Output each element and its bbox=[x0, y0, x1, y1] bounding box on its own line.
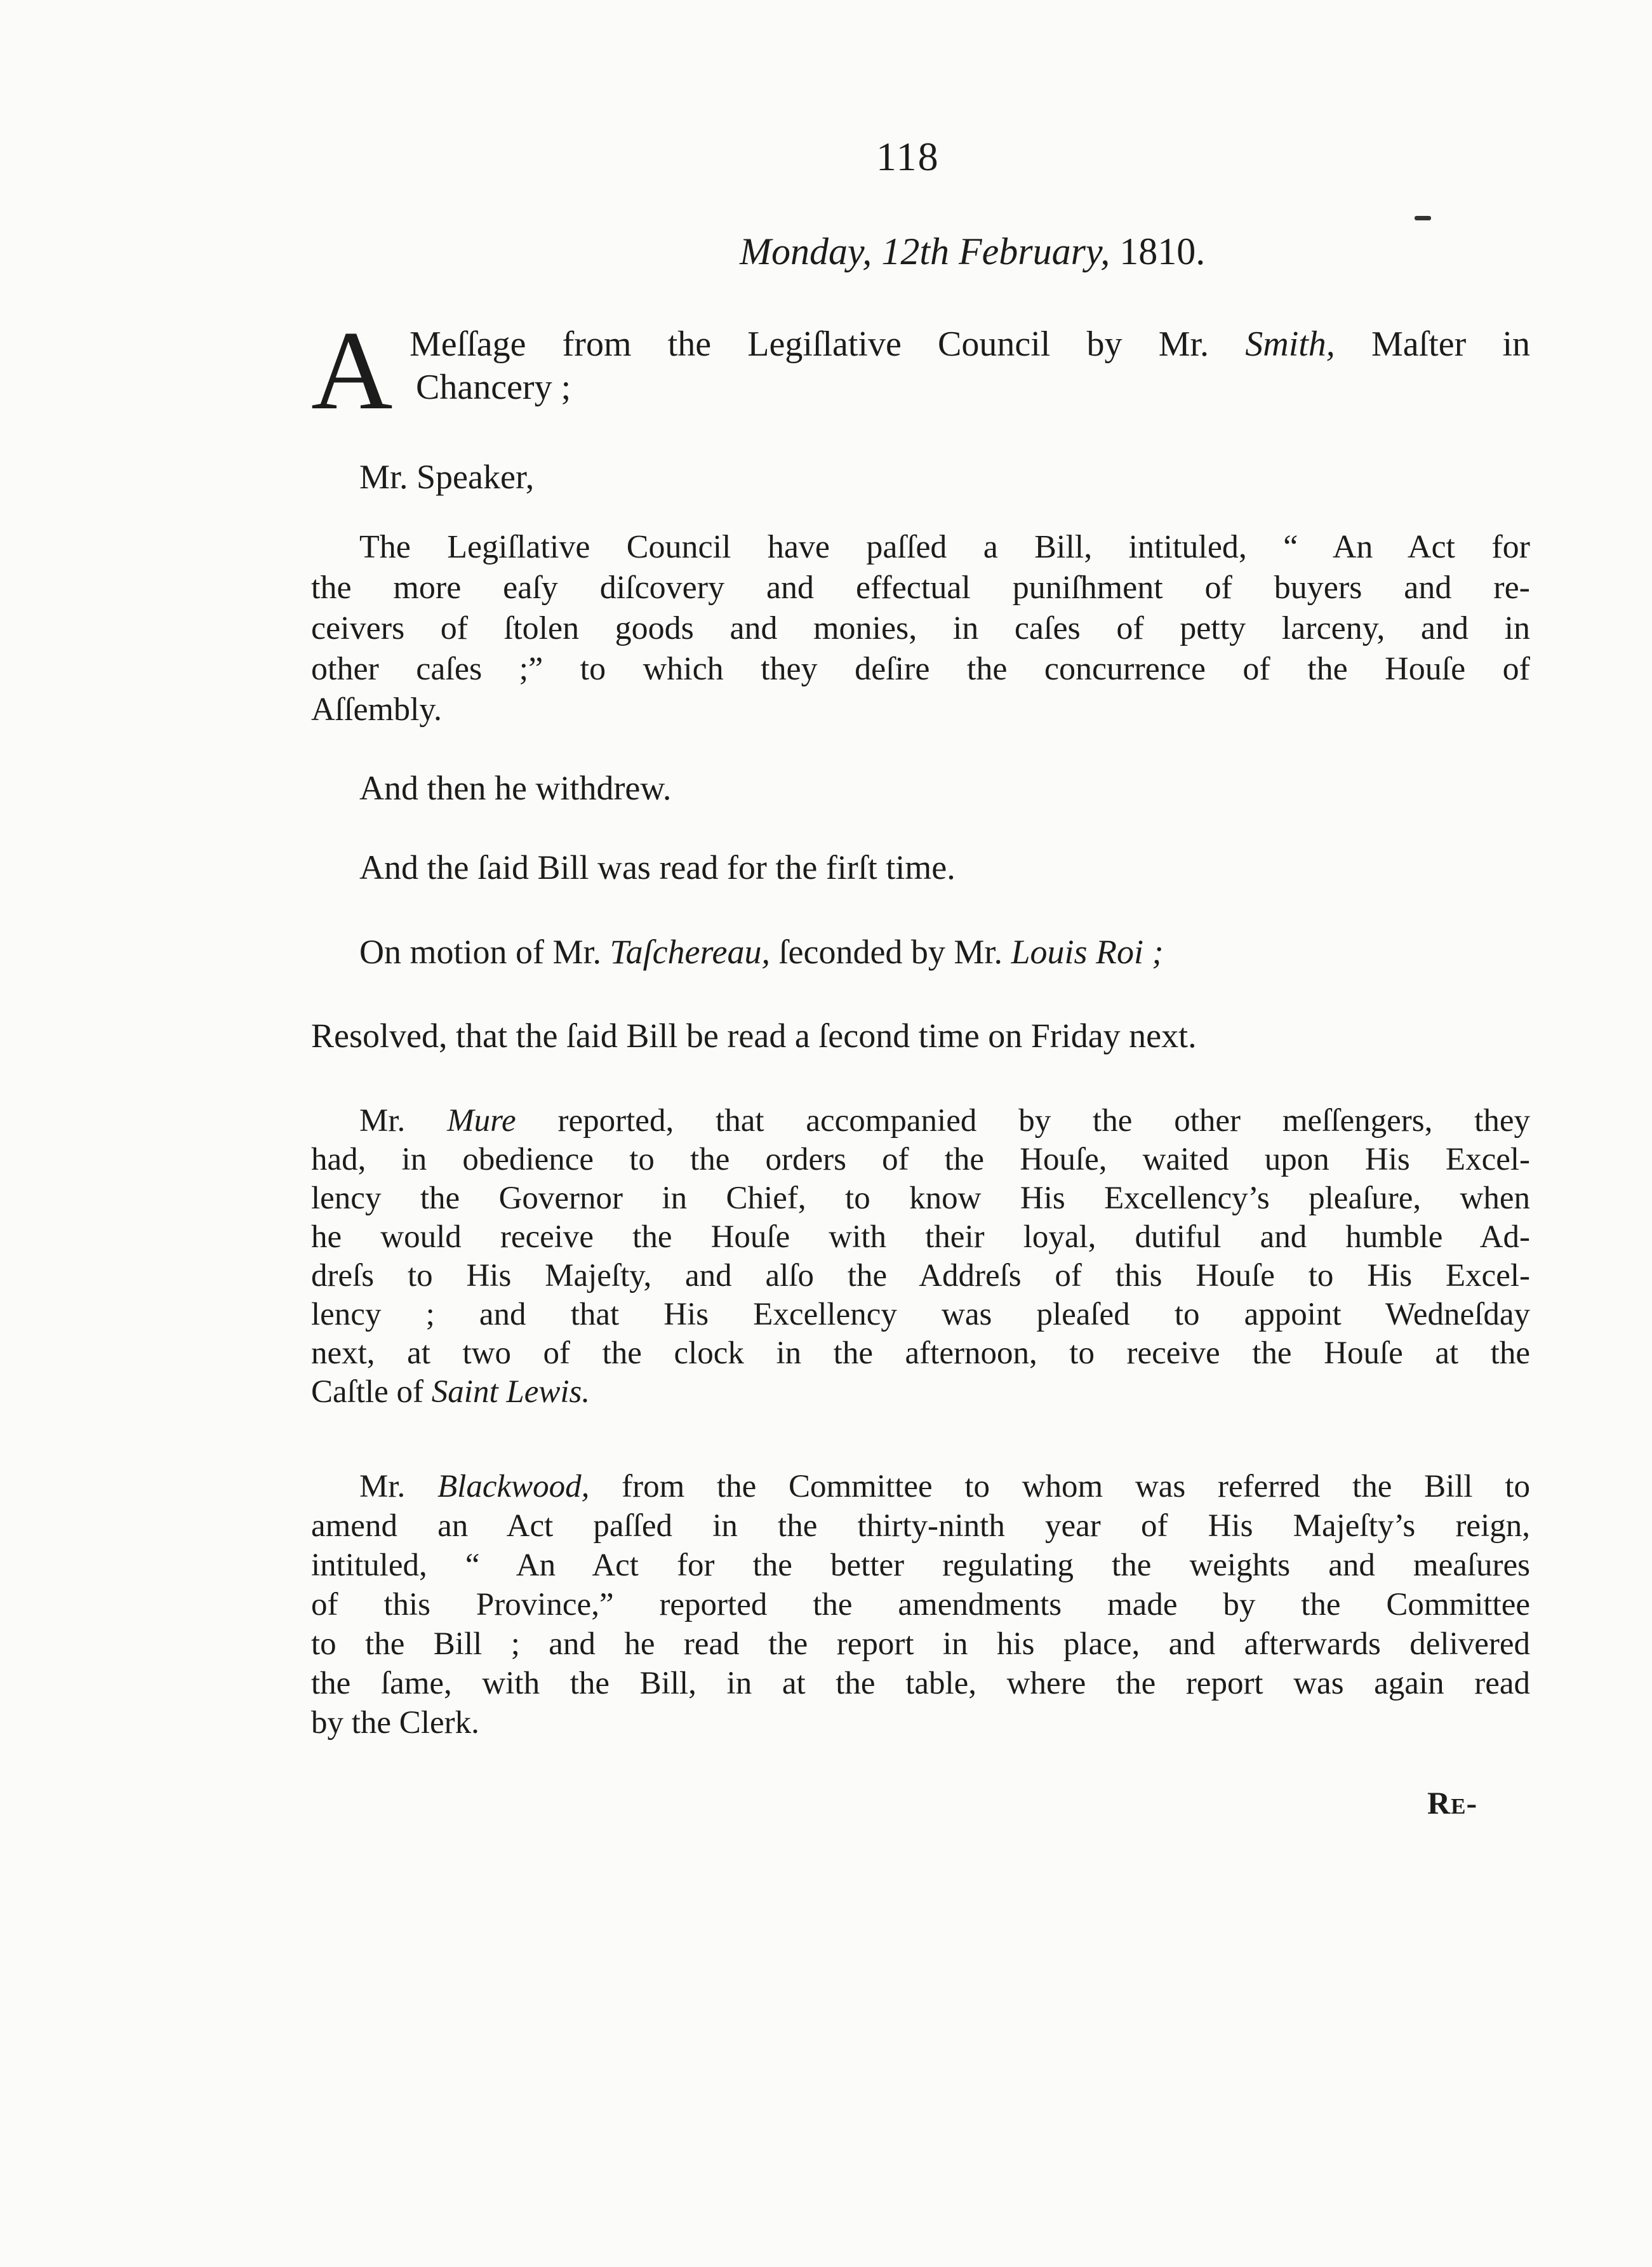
reporter-name: Blackwood, bbox=[437, 1469, 590, 1504]
text-line: the ſame, with the Bill, in at the table, where the report was again read bbox=[311, 1666, 1530, 1701]
date-year: 1810. bbox=[1119, 231, 1206, 272]
mover-name: Taſchereau, bbox=[610, 933, 771, 971]
text-line: Mr. Blackwood, from the Committee to whom was referred the Bill to bbox=[359, 1469, 1530, 1504]
text-line: The Legiſlative Council have paſſed a Bill, intituled, “ An Act for bbox=[359, 529, 1530, 565]
first-reading-line: And the ſaid Bill was read for the firſt time. bbox=[359, 848, 956, 886]
text-line: Mr. Mure reported, that accompanied by the other meſſengers, they bbox=[359, 1103, 1530, 1139]
resolved-line: Resolved, that the ſaid Bill be read a ſecond time on Friday next. bbox=[311, 1017, 1197, 1055]
text-line: lency the Governor in Chief, to know His Excellency’s pleaſure, when bbox=[311, 1180, 1530, 1216]
motion-line: On motion of Mr. Taſchereau, ſeconded by Mr. Louis Roi ; bbox=[359, 933, 1164, 971]
text-line: ceivers of ſtolen goods and monies, in caſes of petty larceny, and in bbox=[311, 610, 1530, 646]
ink-mark bbox=[1415, 216, 1431, 220]
date-date: 12th February, bbox=[881, 231, 1110, 272]
seconder-name: Louis Roi ; bbox=[1011, 933, 1164, 971]
mure-paragraph bbox=[311, 1102, 1530, 1412]
catchword: Re- bbox=[1427, 1785, 1478, 1821]
message-line-2: Chancery ; bbox=[416, 368, 571, 407]
place-name: Saint Lewis. bbox=[431, 1374, 590, 1410]
drop-cap: A bbox=[311, 307, 393, 433]
date-heading bbox=[740, 230, 1205, 274]
text-line: he would receive the Houſe with their loyal, dutiful and humble Ad- bbox=[311, 1219, 1530, 1255]
messenger-name: Smith, bbox=[1245, 324, 1335, 364]
resolved-label: Resolved, bbox=[311, 1017, 448, 1055]
text-line: Caſtle of Saint Lewis. bbox=[311, 1374, 590, 1410]
text-line: next, at two of the clock in the afternoon, to receive the Houſe at the bbox=[311, 1335, 1530, 1371]
date-day: Monday, bbox=[740, 231, 872, 272]
text-line: amend an Act paſſed in the thirty-ninth year of His Majeſty’s reign, bbox=[311, 1508, 1530, 1544]
message-paragraph bbox=[311, 307, 1530, 433]
text-line: dreſs to His Majeſty, and alſo the Addreſs of this Houſe to His Excel- bbox=[311, 1258, 1530, 1294]
text-line: had, in obedience to the orders of the Houſe, waited upon His Excel- bbox=[311, 1142, 1530, 1177]
text-line: of this Province,” reported the amendments made by the Committee bbox=[311, 1587, 1530, 1622]
text-line: Aſſembly. bbox=[311, 692, 443, 728]
text-line: the more eaſy diſcovery and effectual puniſhment of buyers and re- bbox=[311, 570, 1530, 606]
council-paragraph bbox=[311, 527, 1530, 730]
text-line: by the Clerk. bbox=[311, 1705, 479, 1741]
text-line: to the Bill ; and he read the report in his place, and afterwards delivered bbox=[311, 1626, 1530, 1662]
text-line: lency ; and that His Excellency was pleaſed to appoint Wedneſday bbox=[311, 1297, 1530, 1332]
salutation: Mr. Speaker, bbox=[359, 458, 535, 496]
message-line-1: Meſſage from the Legiſlative Council by Mr. Smith, Maſter in bbox=[410, 324, 1530, 364]
text-line: other caſes ;” to which they deſire the concurrence of the Houſe of bbox=[311, 651, 1530, 687]
reporter-name: Mure bbox=[447, 1103, 516, 1139]
page-number: 118 bbox=[876, 134, 940, 179]
text-line: intituled, “ An Act for the better regulating the weights and meaſures bbox=[311, 1548, 1530, 1583]
blackwood-paragraph bbox=[311, 1467, 1530, 1742]
withdrew-line: And then he withdrew. bbox=[359, 769, 672, 807]
